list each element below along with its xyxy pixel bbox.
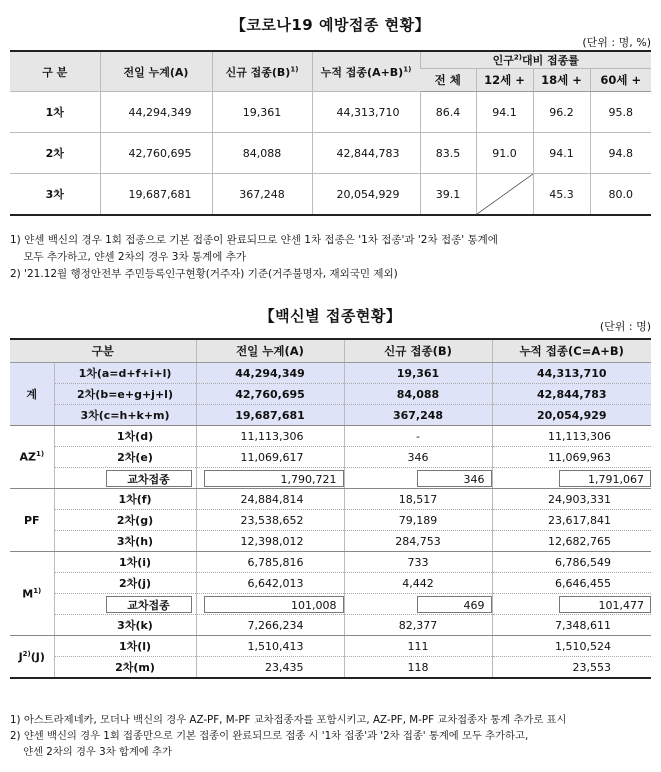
new-value: 111 bbox=[344, 636, 492, 657]
table-row bbox=[10, 92, 651, 133]
ratio-18: 94.1 bbox=[533, 133, 590, 174]
header-prev: 전일 누계(A) bbox=[196, 339, 344, 363]
table-row bbox=[10, 531, 651, 552]
header-category: 구 분 bbox=[10, 51, 100, 92]
cross-cum-cell bbox=[492, 468, 651, 489]
row-label: 2차(b=e+g+j+l) bbox=[54, 384, 196, 405]
prev-value: 24,884,814 bbox=[196, 489, 344, 510]
prev-value: 6,642,013 bbox=[196, 573, 344, 594]
section2-title: 【백신별 접종현황】 bbox=[259, 307, 402, 325]
cum-value: 6,646,455 bbox=[492, 573, 651, 594]
cross-prev: 101,008 bbox=[204, 596, 344, 613]
cross-new-cell bbox=[344, 594, 492, 615]
new-value: 82,377 bbox=[344, 615, 492, 636]
ratio-18: 45.3 bbox=[533, 174, 590, 216]
note-line: 2) 얀센 백신의 경우 1회 접종만으로 기본 접종이 완료되므로 접종 시 '1차 접종'과 '2차 접종' 통계에 모두 추가하고, bbox=[10, 730, 529, 742]
new-value: - bbox=[344, 426, 492, 447]
header-new: 신규 접종(B) bbox=[344, 339, 492, 363]
cum-value: 7,348,611 bbox=[492, 615, 651, 636]
prev-value: 23,538,652 bbox=[196, 510, 344, 531]
table-row bbox=[10, 133, 651, 174]
cross-label-cell bbox=[54, 468, 196, 489]
new-value: 19,361 bbox=[212, 92, 312, 133]
cum-value: 20,054,929 bbox=[312, 174, 420, 216]
new-value: 18,517 bbox=[344, 489, 492, 510]
new-value: 284,753 bbox=[344, 531, 492, 552]
cum-value: 42,844,783 bbox=[492, 384, 651, 405]
row-label: 3차(k) bbox=[54, 615, 196, 636]
group-m: $M^{1)}$ bbox=[10, 552, 54, 636]
table-row bbox=[10, 174, 651, 216]
prev-value: 44,294,349 bbox=[100, 92, 212, 133]
table-row bbox=[10, 489, 651, 510]
new-value: 84,088 bbox=[212, 133, 312, 174]
header-all: 전 체 bbox=[420, 69, 476, 92]
prev-value: 12,398,012 bbox=[196, 531, 344, 552]
cross-cum: 101,477 bbox=[559, 596, 651, 613]
ratio-60: 94.8 bbox=[590, 133, 651, 174]
row-label: 1차(i) bbox=[54, 552, 196, 573]
row-label: 2차(m) bbox=[54, 657, 196, 679]
cross-label: 교차접종 bbox=[106, 596, 192, 613]
ratio-12: 94.1 bbox=[476, 92, 533, 133]
new-value: 84,088 bbox=[344, 384, 492, 405]
row-label: 3차(c=h+k+m) bbox=[54, 405, 196, 426]
new-value: 346 bbox=[344, 447, 492, 468]
group-az: AZ$^{1)}$ bbox=[10, 426, 54, 489]
cross-cum-cell bbox=[492, 594, 651, 615]
new-value: 367,248 bbox=[212, 174, 312, 216]
table-row bbox=[10, 447, 651, 468]
new-value: 118 bbox=[344, 657, 492, 679]
cross-label-cell bbox=[54, 594, 196, 615]
row-label: 1차 bbox=[10, 92, 100, 133]
ratio-12-empty bbox=[476, 174, 533, 216]
cum-value: 6,786,549 bbox=[492, 552, 651, 573]
note-line: 모두 추가하고, 얀센 2차의 경우 3차 통계에 추가 bbox=[10, 251, 246, 263]
table-row bbox=[10, 573, 651, 594]
diagonal-line-icon bbox=[477, 174, 533, 214]
prev-value: 11,069,617 bbox=[196, 447, 344, 468]
row-label: 2차(g) bbox=[54, 510, 196, 531]
cum-value: 23,617,841 bbox=[492, 510, 651, 531]
header-age60: 60세 + bbox=[590, 69, 651, 92]
cum-value: 23,553 bbox=[492, 657, 651, 679]
row-label: 3차(h) bbox=[54, 531, 196, 552]
table-row bbox=[10, 636, 651, 657]
prev-value: 11,113,306 bbox=[196, 426, 344, 447]
row-label: 1차(l) bbox=[54, 636, 196, 657]
prev-value: 44,294,349 bbox=[196, 363, 344, 384]
table-row bbox=[10, 552, 651, 573]
header-age12: 12세 + bbox=[476, 69, 533, 92]
header-age18: 18세 + bbox=[533, 69, 590, 92]
note-line: 얀센 2차의 경우 3차 합계에 추가 bbox=[10, 746, 172, 758]
table-row bbox=[10, 363, 651, 384]
ratio-all: 83.5 bbox=[420, 133, 476, 174]
table-row bbox=[10, 426, 651, 447]
prev-value: 42,760,695 bbox=[196, 384, 344, 405]
row-label: 1차(f) bbox=[54, 489, 196, 510]
cum-value: 11,069,963 bbox=[492, 447, 651, 468]
prev-value: 19,687,681 bbox=[196, 405, 344, 426]
ratio-12: 91.0 bbox=[476, 133, 533, 174]
new-value: 367,248 bbox=[344, 405, 492, 426]
section2-unit: (단위 : 명) bbox=[599, 320, 651, 333]
header-cum: 누적 접종(C=A+B) bbox=[492, 339, 651, 363]
group-total: 계 bbox=[10, 363, 54, 426]
cum-value: 1,510,524 bbox=[492, 636, 651, 657]
cross-prev: 1,790,721 bbox=[204, 470, 344, 487]
prev-value: 1,510,413 bbox=[196, 636, 344, 657]
table-row bbox=[10, 657, 651, 679]
cum-value: 44,313,710 bbox=[312, 92, 420, 133]
header-cumulative: 누적 접종$(A+B)^{1)}$ bbox=[312, 51, 420, 92]
header-prev-total: 전일 누계(A) bbox=[100, 51, 212, 92]
row-label: 1차(a=d+f+i+l) bbox=[54, 363, 196, 384]
prev-value: 7,266,234 bbox=[196, 615, 344, 636]
ratio-all: 86.4 bbox=[420, 92, 476, 133]
row-label: 1차(d) bbox=[54, 426, 196, 447]
new-value: 79,189 bbox=[344, 510, 492, 531]
cum-value: 42,844,783 bbox=[312, 133, 420, 174]
cum-value: 20,054,929 bbox=[492, 405, 651, 426]
section1-unit: (단위 : 명, %) bbox=[582, 36, 651, 49]
cross-cum: 1,791,067 bbox=[559, 470, 651, 487]
row-label: 3차 bbox=[10, 174, 100, 216]
note-line: 1) 얀센 백신의 경우 1회 접종으로 기본 접종이 완료되므로 얀센 1차 접종은 '1차 접종'과 '2차 접종' 통계에 bbox=[10, 234, 498, 246]
table-row bbox=[10, 510, 651, 531]
row-label: 2차(e) bbox=[54, 447, 196, 468]
cum-value: 11,113,306 bbox=[492, 426, 651, 447]
prev-value: 6,785,816 bbox=[196, 552, 344, 573]
section1-notes bbox=[10, 232, 651, 283]
table-row bbox=[10, 615, 651, 636]
table-row-cross bbox=[10, 468, 651, 489]
table-row bbox=[10, 405, 651, 426]
prev-value: 19,687,681 bbox=[100, 174, 212, 216]
cross-label: 교차접종 bbox=[106, 470, 192, 487]
table-row bbox=[10, 384, 651, 405]
row-label: 2차(j) bbox=[54, 573, 196, 594]
group-j: $J^{2)}(J)$ bbox=[18, 649, 45, 664]
ratio-all: 39.1 bbox=[420, 174, 476, 216]
new-value: 733 bbox=[344, 552, 492, 573]
cum-value: 24,903,331 bbox=[492, 489, 651, 510]
prev-value: 42,760,695 bbox=[100, 133, 212, 174]
ratio-18: 96.2 bbox=[533, 92, 590, 133]
vaccine-type-table bbox=[10, 338, 651, 679]
row-label: 2차 bbox=[10, 133, 100, 174]
cross-new: 469 bbox=[417, 596, 492, 613]
cross-new: 346 bbox=[417, 470, 492, 487]
header-new: 신규 접종$(B)^{1)}$ bbox=[212, 51, 312, 92]
section2-notes bbox=[10, 712, 651, 760]
cross-prev-cell bbox=[196, 468, 344, 489]
note-line: 1) 아스트라제네카, 모더나 백신의 경우 AZ-PF, M-PF 교차접종자를 포함시키고, AZ-PF, M-PF 교차접종자 통계 추가로 표시 bbox=[10, 714, 567, 726]
cross-prev-cell bbox=[196, 594, 344, 615]
new-value: 19,361 bbox=[344, 363, 492, 384]
cum-value: 44,313,710 bbox=[492, 363, 651, 384]
cross-new-cell bbox=[344, 468, 492, 489]
vaccination-status-table bbox=[10, 50, 651, 216]
ratio-60: 95.8 bbox=[590, 92, 651, 133]
table-row-cross bbox=[10, 594, 651, 615]
header-ratio-group: 인구$^{2)}$대비 접종률 bbox=[420, 51, 651, 69]
section1-title: 【코로나19 예방접종 현황】 bbox=[230, 16, 431, 34]
note-line: 2) '21.12월 행정안전부 주민등록인구현황(거주자) 기준(거주불명자, 재외국민 제외) bbox=[10, 268, 398, 280]
cum-value: 12,682,765 bbox=[492, 531, 651, 552]
group-pf: PF bbox=[10, 489, 54, 552]
header-category: 구분 bbox=[10, 339, 196, 363]
new-value: 4,442 bbox=[344, 573, 492, 594]
prev-value: 23,435 bbox=[196, 657, 344, 679]
ratio-60: 80.0 bbox=[590, 174, 651, 216]
